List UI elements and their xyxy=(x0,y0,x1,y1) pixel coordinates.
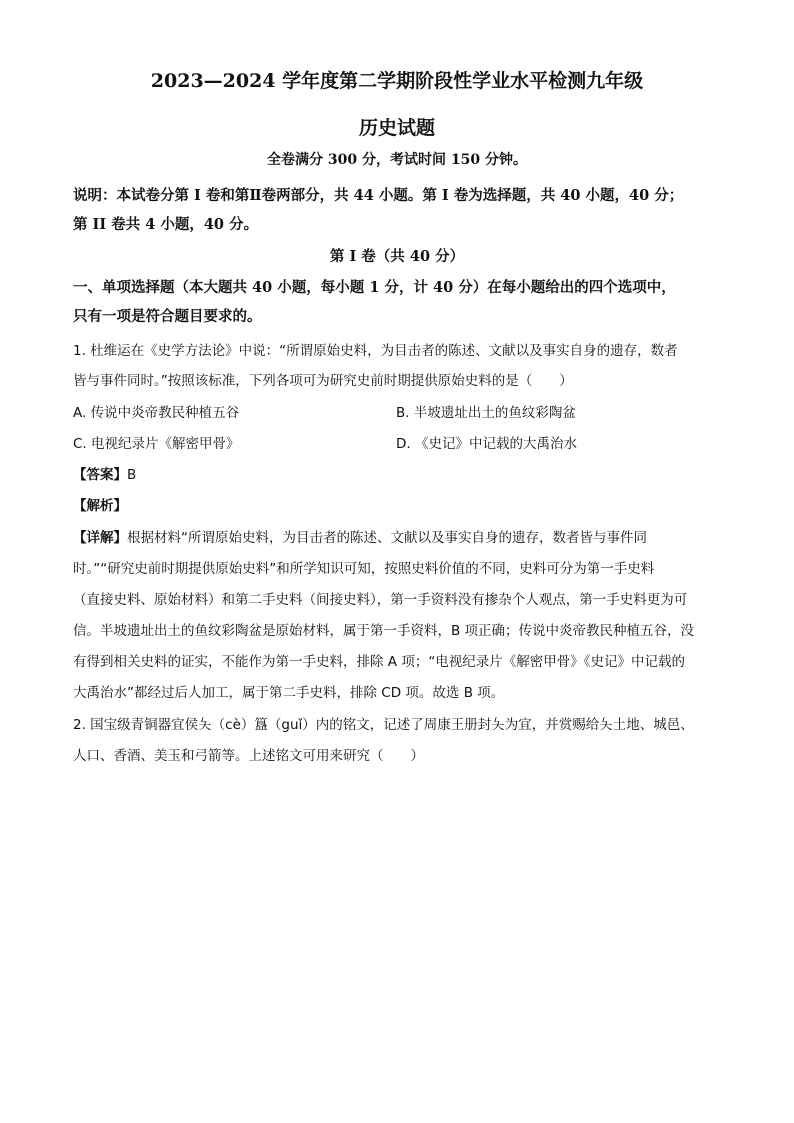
q2-stem-line-2: 人口、香酒、美玉和弓箭等。上述铭文可用来研究（ ） xyxy=(73,748,424,764)
instructions-line-1: 说明：本试卷分第 I 卷和第Ⅱ卷两部分，共 44 小题。第 I 卷为选择题，共 40 小题，40 分； xyxy=(73,187,684,204)
section-heading: 第 I 卷（共 40 分） xyxy=(329,248,465,265)
detail-tag: 【详解】 xyxy=(73,530,127,546)
answer-value: B xyxy=(127,467,137,483)
q1-detail-line-1 xyxy=(73,526,647,546)
part-instruction-line-2: 只有一项是符合题目要求的。 xyxy=(73,308,262,325)
q1-detail-line-2: 时。”“研究史前时期提供原始史料”和所学知识可知，按照史料价值的不同，史料可分为第一手史料 xyxy=(73,561,655,577)
q1-option-d: D. 《史记》中记载的大禹治水 xyxy=(396,436,577,452)
detail-text-1: 根据材料“所谓原始史料，为目击者的陈述、文献以及事实自身的遗存，数者皆与事件同 xyxy=(127,530,647,546)
q1-option-c: C. 电视纪录片《解密甲骨》 xyxy=(73,436,240,452)
q1-option-b: B. 半坡遗址出土的鱼纹彩陶盆 xyxy=(396,405,576,421)
q1-analysis-tag xyxy=(73,494,127,514)
q1-detail-line-3: （直接史料、原始材料）和第二手史料（间接史料），第一手资料没有掺杂个人观点，第一手史料更为可 xyxy=(73,592,688,608)
exam-title: 2023—2024 学年度第二学期阶段性学业水平检测九年级 xyxy=(150,70,644,92)
q1-detail-line-6: 大禹治水”都经过后人加工，属于第二手史料，排除 CD 项。故选 B 项。 xyxy=(73,685,505,701)
answer-tag: 【答案】 xyxy=(73,467,127,483)
subject-title: 历史试题 xyxy=(358,117,435,139)
q1-detail-line-4: 信。半坡遗址出土的鱼纹彩陶盆是原始材料，属于第一手资料，B 项正确；传说中炎帝教民种植五谷，没 xyxy=(73,623,695,639)
q2-stem-line-1: 2. 国宝级青铜器宜侯夨（cè）簋（guǐ）内的铭文，记述了周康王册封夨为宜，并赏赐给夨土地、城邑、 xyxy=(73,717,694,733)
q1-detail-line-5: 有得到相关史料的证实，不能作为第一手史料，排除 A 项；“电视纪录片《解密甲骨》《史记》中记载的 xyxy=(73,654,686,670)
q1-answer xyxy=(73,463,136,483)
q1-stem-line-2: 皆与事件同时。”按照该标准，下列各项可为研究史前时期提供原始史料的是（ ） xyxy=(73,373,573,389)
q1-stem-line-1: 1. 杜维运在《史学方法论》中说：“所谓原始史料，为目击者的陈述、文献以及事实自身的遗存，数者 xyxy=(73,343,678,359)
score-note: 全卷满分 300 分，考试时间 150 分钟。 xyxy=(267,152,527,168)
part-instruction-line-1: 一、单项选择题（本大题共 40 小题，每小题 1 分，计 40 分）在每小题给出的四个选项中， xyxy=(73,279,676,296)
analysis-tag: 【解析】 xyxy=(73,498,127,514)
instructions-line-2: 第 II 卷共 4 小题，40 分。 xyxy=(73,216,259,233)
q1-option-a: A. 传说中炎帝教民种植五谷 xyxy=(73,405,240,421)
